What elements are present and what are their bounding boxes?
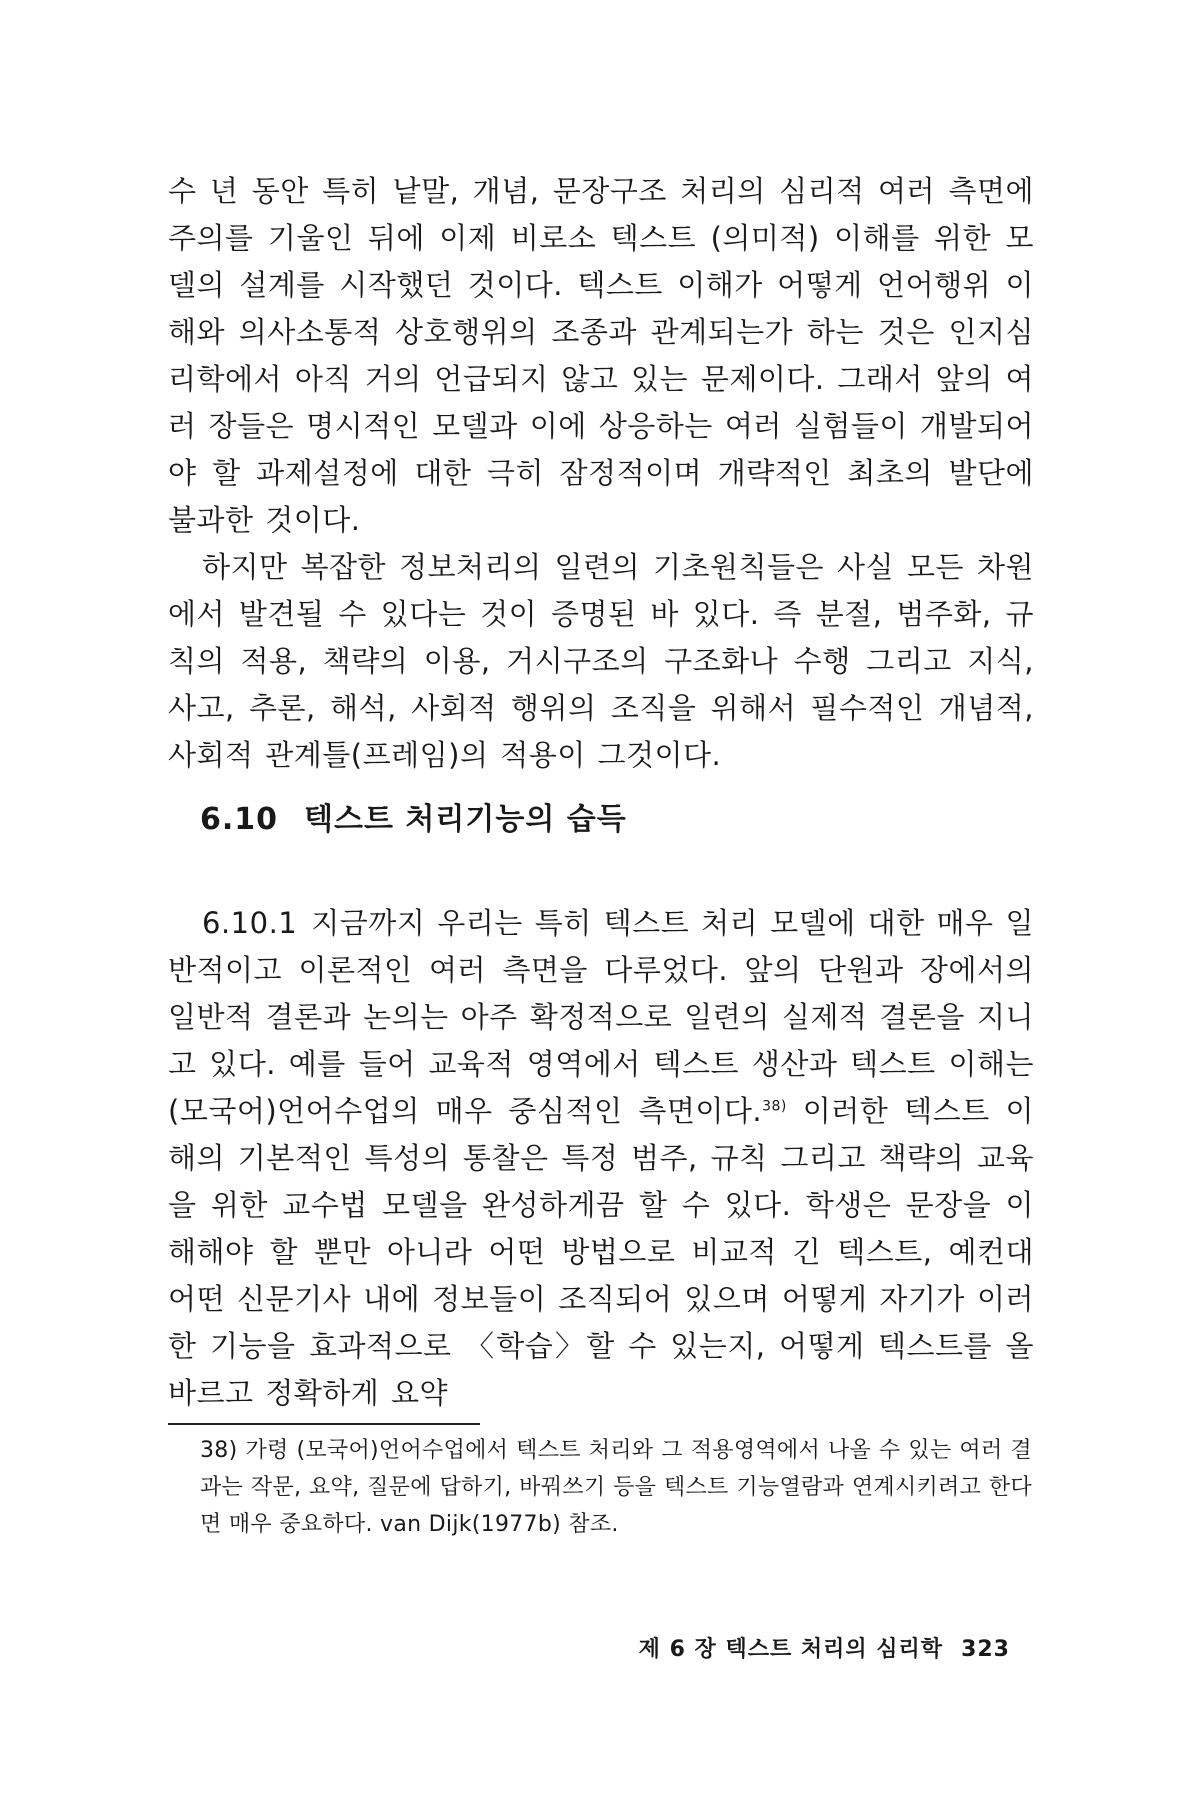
paragraph-2: 하지만 복잡한 정보처리의 일련의 기초원칙들은 사실 모든 차원에서 발견될 수 있다는 것이 증명된 바 있다. 즉 분절, 범주화, 규칙의 적용, 책략의 이용, 거시구조의 구조화나 수행 그리고 지식, 사고, 추론, 해석, 사회적 행위의 조직을 위해서 필수적인 개념적, 사회적 관계틀(프레임)의 적용이 그것이다. xyxy=(168,550,1034,772)
page-number: 323 xyxy=(961,1637,1010,1662)
subsection-text-b: 이러한 텍스트 이해의 기본적인 특성의 통찰은 특정 범주, 규칙 그리고 책략의 교육을 위한 교수법 모델을 완성하게끔 할 수 있다. 학생은 문장을 이해해야 할 뿐만 아니라 어떤 방법으로 비교적 긴 텍스트, 예컨대 어떤 신문기사 내에 정보들이 조직되어 있으며 어떻게 자기가 이러한 기능을 효과적으로 〈학습〉할 수 있는지, 어떻게 텍스트를 올바르고 정확하게 요약 xyxy=(168,1094,1034,1410)
footnote-text: 가령 (모국어)언어수업에서 텍스트 처리와 그 적용영역에서 나올 수 있는 여러 결과는 작문, 요약, 질문에 답하기, 바꿔쓰기 등을 텍스트 기능열람과 연계시키려고 한다면 매우 중요하다. van Dijk(1977b) 참조. xyxy=(200,1438,1032,1537)
section-heading xyxy=(200,800,627,840)
footnote-label: 38) xyxy=(200,1438,238,1463)
subsection-number: 6.10.1 xyxy=(202,906,298,940)
running-footer xyxy=(639,1632,1010,1663)
footer-chapter: 제 6 장 텍스트 처리의 심리학 xyxy=(638,1637,944,1662)
subsection-text-a: 지금까지 우리는 특히 텍스트 처리 모델에 대한 매우 일반적이고 이론적인 여러 측면을 다루었다. 앞의 단원과 장에서의 일반적 결론과 논의는 아주 확정적으로 일련의 실제적 결론을 지니고 있다. 예를 들어 교육적 영역에서 텍스트 생산과 텍스트 이해는 (모국어)언어수업의 매우 중심적인 측면이다. xyxy=(168,906,1034,1128)
footnote-divider xyxy=(168,1423,480,1425)
subsection-paragraph xyxy=(168,900,1034,1417)
section-number: 6.10 xyxy=(200,802,279,837)
page-body-section xyxy=(168,900,1034,1417)
footnote xyxy=(200,1432,1032,1543)
paragraph-1: 수 년 동안 특히 낱말, 개념, 문장구조 처리의 심리적 여러 측면에 주의를 기울인 뒤에 이제 비로소 텍스트 (의미적) 이해를 위한 모델의 설계를 시작했던 것이다. 텍스트 이해가 어떻게 언어행위 이해와 의사소통적 상호행위의 조종과 관계되는가 하는 것은 인지심리학에서 아직 거의 언급되지 않고 있는 문제이다. 그래서 앞의 여러 장들은 명시적인 모델과 이에 상응하는 여러 실험들이 개발되어야 할 과제설정에 대한 극히 잠정적이며 개략적인 최초의 발단에 불과한 것이다. xyxy=(168,174,1034,537)
footnote-reference[interactable]: 38) xyxy=(762,1098,787,1115)
section-title: 텍스트 처리기능의 습득 xyxy=(304,802,627,837)
page-body-top xyxy=(168,168,1034,779)
